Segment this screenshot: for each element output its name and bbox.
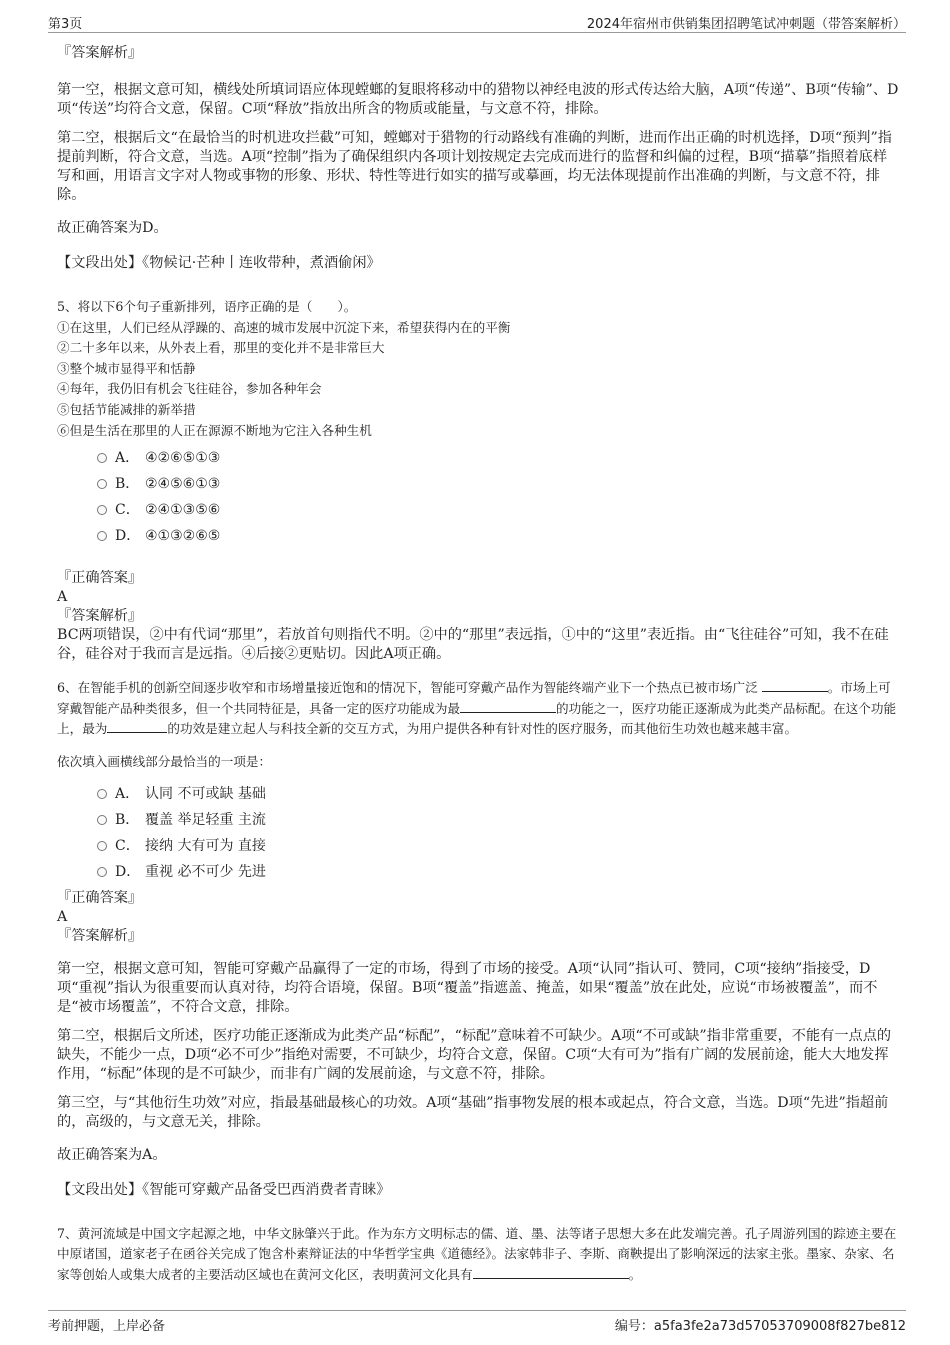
correct-answer: A (57, 589, 68, 606)
fill-blank (473, 1265, 629, 1279)
question-5 (57, 297, 900, 664)
option-text: ④①③②⑥⑤ (145, 528, 221, 545)
analysis-paragraph: BC两项错误，②中有代词“那里”，若放首句则指代不明。②中的“那里”表远指，①中的“这里”表近指。由“飞往硅谷”可知，我不在硅谷，硅谷对于我而言是远指。④后接②更贴切。因此A项正确。 (57, 627, 889, 663)
option-letter: D． (115, 528, 141, 545)
question-7 (57, 1224, 900, 1286)
radio-icon[interactable] (97, 531, 107, 541)
analysis-paragraph: 第二空，根据后文“在最恰当的时机进攻拦截”可知，螳螂对于猎物的行动路线有准确的判断，进而作出正确的时机选择，D项“预判”指提前判断，符合文意，当选。A项“控制”指为了确保组织内各项计划按规定去完成而进行的监督和纠偏的过程，B项“描摹”指照着底样写和画，用语言文字对人物或事物的形象、形状、特性等进行如实的描写或摹画，均无法体现提前作出准确的判断，与文意不符，排除。 (57, 130, 892, 203)
correct-answer: A (57, 908, 68, 925)
option-a[interactable] (97, 445, 900, 471)
fill-blank (107, 719, 167, 733)
page-footer (48, 1310, 906, 1335)
radio-icon[interactable] (97, 505, 107, 515)
document-title: 2024年宿州市供销集团招聘笔试冲刺题（带答案解析） (586, 17, 906, 32)
question-stem: 7、黄河流域是中国文字起源之地，中华文脉肇兴于此。作为东方文明标志的儒、道、墨、法等诸子思想大多在此发端完善。孔子周游列国的踪迹主要在中原诸国，道家老子在函谷关完成了饱含朴素辩证法的中华哲学宝典《道德经》。法家韩非子、李斯、商鞅提出了影响深远的法家主张。墨家、杂家、名家等创始人或集大成者的主要活动区域也在黄河文化区，表明黄河文化具有 。 (57, 1225, 897, 1282)
option-letter: C． (115, 502, 140, 519)
analysis-paragraph: 第三空，与“其他衍生功效”对应，指最基础最核心的功效。A项“基础”指事物发展的根本或起点，符合文意，当选。D项“先进”指超前的，高级的，与文意无关，排除。 (57, 1094, 889, 1130)
sentence-item: ⑥但是生活在那里的人正在源源不断地为它注入各种生机 (57, 422, 372, 438)
option-a[interactable] (97, 781, 900, 807)
options-list (57, 445, 900, 549)
conclusion: 故正确答案为D。 (57, 220, 168, 236)
sentence-item: ①在这里，人们已经从浮躁的、高速的城市发展中沉淀下来，希望获得内在的平衡 (57, 319, 511, 335)
question-prompt: 依次填入画横线部分最恰当的一项是： (57, 753, 272, 769)
option-text: 重视 必不可少 先进 (145, 863, 266, 880)
sentence-item: ②二十多年以来，从外表上看，那里的变化并不是非常巨大 (57, 340, 385, 356)
option-text: 认同 不可或缺 基础 (145, 785, 266, 802)
analysis-label: 『答案解析』 (57, 927, 143, 944)
analysis-paragraph: 第二空，根据后文所述，医疗功能正逐渐成为此类产品“标配”，“标配”意味着不可缺少。A项“不可或缺”指非常重要，不能有一点点的缺失，不能少一点，D项“必不可少”指绝对需要，不可缺少，均符合文意，保留。C项“大有可为”指有广阔的发展前途，能大大地发挥作用，“标配”体现的是不可缺少，而非有广阔的发展前途，与文意不符，排除。 (57, 1027, 892, 1082)
options-list (57, 781, 900, 885)
analysis-paragraph: 第一空，根据文意可知，智能可穿戴产品赢得了一定的市场，得到了市场的接受。A项“认同”指认可、赞同，C项“接纳”指接受，D项“重视”指认为很重要而认真对待，均符合语境，保留。B项“覆盖”指遮盖、掩盖，如果“覆盖”放在此处，应说“市场被覆盖”，而不是“被市场覆盖”，不符合文意，排除。 (57, 960, 878, 1015)
conclusion: 故正确答案为A。 (57, 1146, 167, 1163)
option-letter: B． (115, 811, 140, 828)
fill-blank (762, 678, 828, 692)
question-stem: 5、将以下6个句子重新排列，语序正确的是（ ）。 (57, 299, 357, 314)
document-content (57, 44, 900, 1285)
radio-icon[interactable] (97, 841, 107, 851)
footer-slogan: 考前押题，上岸必备 (48, 1319, 166, 1334)
option-c[interactable] (97, 833, 900, 859)
option-b[interactable] (97, 807, 900, 833)
option-text: 接纳 大有可为 直接 (145, 837, 266, 854)
document-id: 编号：a5fa3fe2a73d57053709008f827be812 (614, 1319, 906, 1334)
answer-label: 『正确答案』 (57, 889, 143, 906)
option-d[interactable] (97, 523, 900, 549)
radio-icon[interactable] (97, 815, 107, 825)
radio-icon[interactable] (97, 789, 107, 799)
option-text: 覆盖 举足轻重 主流 (145, 811, 266, 828)
option-letter: A． (115, 450, 140, 467)
option-letter: A． (115, 785, 140, 802)
option-letter: B． (115, 476, 140, 493)
analysis-paragraph: 第一空，根据文意可知，横线处所填词语应体现螳螂的复眼将移动中的猎物以神经电波的形式传达给大脑，A项“传递”、B项“传输”、D项“传送”均符合文意，保留。C项“释放”指放出所含的物质或能量，与文意不符，排除。 (57, 82, 899, 117)
option-text: ④②⑥⑤①③ (145, 450, 221, 467)
option-text: ②④⑤⑥①③ (145, 476, 221, 493)
source-citation: 【文段出处】《智能可穿戴产品备受巴西消费者青睐》 (57, 1181, 391, 1198)
sentence-item: ④每年，我仍旧有机会飞往硅谷，参加各种年会 (57, 381, 322, 397)
question-6 (57, 678, 900, 1199)
option-letter: D． (115, 863, 141, 880)
answer-label: 『正确答案』 (57, 570, 143, 587)
fill-blank (460, 699, 556, 713)
page-header (48, 10, 906, 33)
page-number: 第3页 (48, 17, 83, 32)
option-b[interactable] (97, 471, 900, 497)
option-d[interactable] (97, 859, 900, 885)
radio-icon[interactable] (97, 479, 107, 489)
question-stem: 6、在智能手机的创新空间逐步收窄和市场增量接近饱和的情况下，智能可穿戴产品作为智能终端产业下一个热点已被市场广泛 。市场上可穿戴智能产品种类很多，但一个共同特征是，具备一定的医疗功能成为最 的功能之一，医疗功能正逐渐成为此类产品标配。在这个功能上，最为 的功效是建立起人与科技全新的交互方式，为用户提供各种有针对性的医疗服务，而其他衍生功效也越来越丰富。 (57, 680, 897, 737)
source-citation: 【文段出处】《物候记·芒种丨连收带种，煮酒偷闲》 (57, 255, 381, 271)
option-text: ②④①③⑤⑥ (145, 502, 221, 519)
option-c[interactable] (97, 497, 900, 523)
radio-icon[interactable] (97, 867, 107, 877)
sentence-item: ③整个城市显得平和恬静 (57, 360, 196, 376)
sentence-item: ⑤包括节能减排的新举措 (57, 401, 196, 417)
analysis-label: 『答案解析』 (57, 608, 143, 625)
radio-icon[interactable] (97, 453, 107, 463)
option-letter: C． (115, 837, 140, 854)
analysis-label: 『答案解析』 (57, 45, 143, 61)
